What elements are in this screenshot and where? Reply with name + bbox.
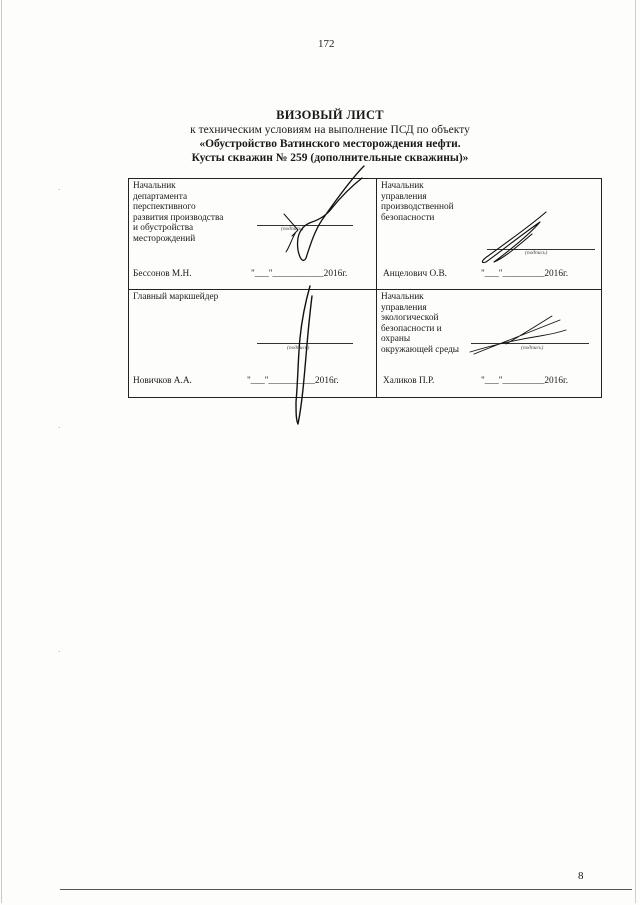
approval-date-field: "___"___________2016г. — [251, 269, 348, 279]
approver-role: Начальник департамента перспективного развития производства и обустройства месторождений — [133, 181, 224, 244]
signature-line — [257, 343, 353, 344]
scan-mark: · — [58, 424, 61, 432]
approval-date-field: "___"__________2016г. — [247, 376, 339, 386]
signature-line — [257, 225, 353, 226]
scan-mark: · — [58, 648, 61, 656]
document-title: ВИЗОВЫЙ ЛИСТ — [276, 108, 384, 122]
approval-table — [128, 178, 602, 398]
document-header — [150, 108, 510, 165]
approver-name: Халиков П.Р. — [383, 376, 435, 386]
approver-role: Главный маркшейдер — [133, 292, 219, 302]
approval-date-field: "___"_________2016г. — [481, 269, 569, 279]
footer-rule — [60, 889, 632, 890]
document-subtitle-line-1: к техническим условиям на выполнение ПСД по объекту — [190, 124, 470, 136]
approval-cell-industrial-safety — [377, 179, 602, 289]
document-subtitle-line-3: Кусты скважин № 259 (дополнительные скважины)» — [191, 152, 469, 164]
approval-cell-surveyor — [129, 290, 376, 400]
page-number: 172 — [318, 38, 335, 50]
approver-name: Бессонов М.Н. — [133, 269, 192, 279]
approval-date-field: "___"_________2016г. — [481, 376, 569, 386]
scan-mark: · — [58, 186, 61, 194]
approval-cell-ecological-safety — [377, 290, 602, 400]
approver-role: Начальник управления производственной безопасности — [381, 181, 454, 223]
approver-name: Анцелович О.В. — [383, 269, 448, 279]
sheet-number: 8 — [578, 870, 584, 882]
approval-cell-development — [129, 179, 376, 289]
signature-line — [471, 343, 589, 344]
signature-hint: (подпись) — [287, 345, 310, 351]
signature-hint: (подпись) — [281, 226, 304, 232]
approver-role: Начальник управления экологической безопасности и охраны окружающей среды — [381, 292, 460, 355]
document-subtitle-line-2: «Обустройство Ватинского месторождения нефти. — [199, 138, 461, 150]
approver-name: Новичков А.А. — [133, 376, 192, 386]
signature-hint: (подпись) — [521, 345, 544, 351]
signature-hint: (подпись) — [525, 250, 548, 256]
